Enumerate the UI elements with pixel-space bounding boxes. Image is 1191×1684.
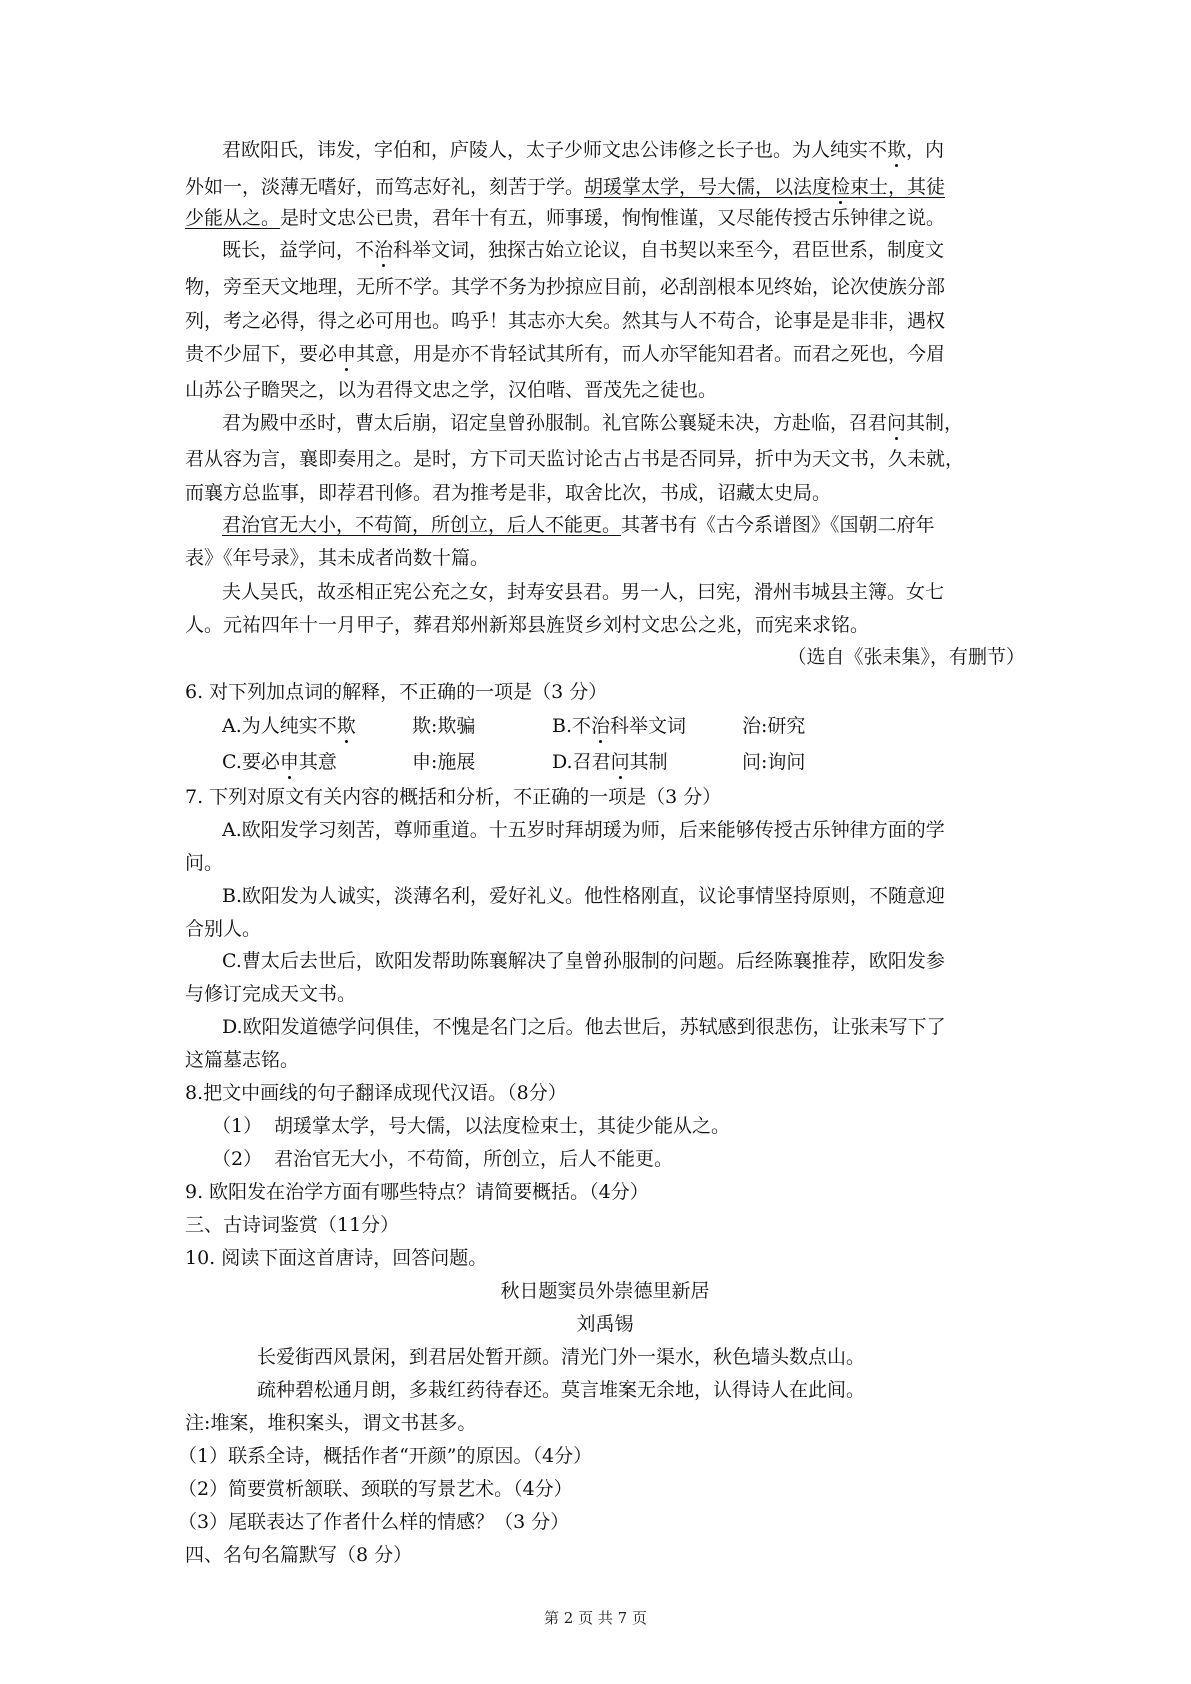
question-10-sub-1: （1）联系全诗，概括作者“开颜”的原因。（4分） xyxy=(178,1445,593,1467)
question-8-stem: 8.把文中画线的句子翻译成现代汉语。（8分） xyxy=(185,1082,567,1104)
option-c xyxy=(222,750,412,774)
underlined-sentence: 君治官无大小，不苟简，所创立，后人不能更。 xyxy=(222,514,622,536)
question-7-option-a-cont: 问。 xyxy=(185,852,224,874)
question-6-row-2 xyxy=(222,750,1062,774)
question-7-option-d-cont: 这篇墓志铭。 xyxy=(185,1049,300,1071)
passage-line: 君从容为言，襄即奏用之。是时，方下司天监讨论古占书是否同异，折中为天文书，久未就， xyxy=(185,448,965,470)
question-10-sub-3: （3）尾联表达了作者什么样的情感？（3 分） xyxy=(178,1511,570,1533)
option-a-gloss: 欺:欺骗 xyxy=(412,715,476,737)
dotted-char: 问 xyxy=(610,751,630,773)
page-number: 第 2 页 共 7 页 xyxy=(544,1609,647,1627)
question-7-option-b: B.欧阳发为人诚实，淡薄名利，爱好礼义。他性格刚直，议论事情坚持原则，不随意迎 xyxy=(222,885,946,907)
option-d-gloss: 问:询问 xyxy=(742,751,806,773)
passage-line: 夫人吴氏，故丞相正宪公充之女，封寿安县君。男一人，曰宪，滑州韦城县主簿。女七 xyxy=(222,581,945,603)
passage-source: （选自《张耒集》，有删节） xyxy=(787,646,1025,668)
passage-text: 外如一，淡薄无嗜好，而笃志好礼，刻苦于学。 xyxy=(185,176,585,198)
question-10-stem: 10. 阅读下面这首唐诗，回答问题。 xyxy=(185,1247,488,1269)
option-b xyxy=(552,714,742,738)
question-7-stem: 7. 下列对原文有关内容的概括和分析，不正确的一项是（3 分） xyxy=(185,786,722,808)
question-6-row-1 xyxy=(222,714,1062,738)
passage-line: 表》《年号录》，其未成者尚数十篇。 xyxy=(185,547,490,569)
sentence-text: 胡瑗掌太学，号大儒，以法度检束士，其徒少能从之。 xyxy=(274,1115,731,1137)
sub-number: （1） xyxy=(212,1115,263,1137)
underlined-sentence: 少能从之。 xyxy=(185,207,281,229)
question-7-option-a: A.欧阳发学习刻苦，尊师重道。十五岁时拜胡瑗为师，后来能够传授古乐钟律方面的学 xyxy=(222,819,945,841)
passage-line xyxy=(222,138,1062,162)
passage-line xyxy=(185,206,1025,230)
dotted-char: 治 xyxy=(591,715,611,737)
passage-text: 科举文词，独探古始立论议，自书契以来至今，君臣世系，制度文 xyxy=(393,239,945,261)
passage-text: 既长，益学问，不 xyxy=(222,239,375,261)
question-6-stem: 6. 对下列加点词的解释，不正确的一项是（3 分） xyxy=(185,681,608,703)
dotted-char: 欺 xyxy=(887,139,907,161)
option-text: B.不 xyxy=(552,715,592,737)
question-7-option-b-cont: 合别人。 xyxy=(185,918,262,940)
option-text: 其意 xyxy=(298,751,337,773)
option-text: 其制 xyxy=(629,751,668,773)
dotted-char: 欺 xyxy=(336,715,356,737)
question-7-option-d: D.欧阳发道德学问俱佳，不愧是名门之后。他去世后，苏轼感到很悲伤，让张耒写下了 xyxy=(222,1016,946,1038)
section-4-title: 四、名句名篇默写（8 分） xyxy=(185,1544,413,1566)
dotted-char: 申 xyxy=(279,751,299,773)
question-7-option-c-cont: 与修订完成天文书。 xyxy=(185,983,357,1005)
dotted-char: 问 xyxy=(887,412,907,434)
question-8-sentence-1 xyxy=(212,1114,1052,1138)
passage-line xyxy=(185,342,1025,366)
question-9-stem: 9. 欧阳发在治学方面有哪些特点？请简要概括。（4分） xyxy=(185,1181,649,1203)
dotted-char: 申 xyxy=(337,343,357,365)
poem-line-1: 长爱街西风景闲，到君居处暂开颜。清光门外一渠水，秋色墙头数点山。 xyxy=(257,1346,866,1368)
option-d xyxy=(552,750,742,774)
option-c-gloss: 申:施展 xyxy=(412,751,476,773)
question-8-sentence-2 xyxy=(212,1147,1052,1171)
poem-note: 注:堆案，堆积案头，谓文书甚多。 xyxy=(185,1412,477,1434)
passage-line xyxy=(222,513,1062,537)
passage-text: 是时文忠公已贵，君年十有五，师事瑗，恂恂惟谨，又尽能传授古乐钟律之说。 xyxy=(280,207,946,229)
dotted-char: 检 xyxy=(831,176,851,198)
poem-line-2: 疏种碧松通月朗，多栽红药待春还。莫言堆案无余地，认得诗人在此间。 xyxy=(257,1379,866,1401)
option-text: A.为人纯实不 xyxy=(222,715,337,737)
passage-line xyxy=(222,411,1062,435)
poem-title: 秋日题窦员外崇德里新居 xyxy=(500,1280,710,1302)
sub-number: （2） xyxy=(212,1148,263,1170)
passage-text: 君为殿中丞时，曹太后崩，诏定皇曾孙服制。礼官陈公襄疑未决，方赴临，召君 xyxy=(222,412,888,434)
passage-line: 物，旁至天文地理，无所不学。其学不务为抄掠应目前，必刮剖根本见终始，论次使族分部 xyxy=(185,276,946,298)
passage-line: 山苏公子瞻哭之，以为君得文忠之学，汉伯喈、晋茂先之徒也。 xyxy=(185,379,718,401)
sentence-text: 君治官无大小，不苟简，所创立，后人不能更。 xyxy=(274,1148,674,1170)
passage-text: 贵不少屈下，要必 xyxy=(185,343,338,365)
passage-line xyxy=(185,175,1025,199)
passage-line: 列，考之必得，得之必可用也。呜乎！其志亦大矣。然其与人不苟合，论事是是非非，遇权 xyxy=(185,310,946,332)
dotted-char: 治 xyxy=(374,239,394,261)
underlined-sentence: 束士，其徒 xyxy=(850,176,946,198)
passage-line: 人。元祐四年十一月甲子，葬君郑州新郑县旌贤乡刘村文忠公之兆，而宪来求铭。 xyxy=(185,614,870,636)
passage-text: 其意，用是亦不肯轻试其所有，而人亦罕能知君者。而君之死也，今眉 xyxy=(356,343,946,365)
passage-line xyxy=(222,238,1062,262)
option-b-gloss: 治:研究 xyxy=(742,715,806,737)
option-text: D.召君 xyxy=(552,751,611,773)
passage-text: 其著书有《古今系谱图》《国朝二府年 xyxy=(621,514,935,536)
option-text: 科举文词 xyxy=(610,715,687,737)
passage-line: 而襄方总监事，即荐君刊修。君为推考是非，取舍比次，书成，诏藏太史局。 xyxy=(185,482,832,504)
passage-text: 其制， xyxy=(906,412,964,434)
section-3-title: 三、古诗词鉴赏（11分） xyxy=(185,1214,400,1236)
passage-text: ，内 xyxy=(906,139,945,161)
poem-author: 刘禹锡 xyxy=(576,1313,634,1335)
underlined-sentence: 胡瑗掌太学，号大儒，以法度 xyxy=(584,176,832,198)
option-text: C.要必 xyxy=(222,751,280,773)
question-10-sub-2: （2）简要赏析颔联、颈联的写景艺术。（4分） xyxy=(178,1478,573,1500)
option-a xyxy=(222,714,412,738)
passage-text: 君欧阳氏，讳发，字伯和，庐陵人，太子少师文忠公讳修之长子也。为人纯实不 xyxy=(222,139,888,161)
question-7-option-c: C.曹太后去世后，欧阳发帮助陈襄解决了皇曾孙服制的问题。后经陈襄推荐，欧阳发参 xyxy=(222,950,945,972)
